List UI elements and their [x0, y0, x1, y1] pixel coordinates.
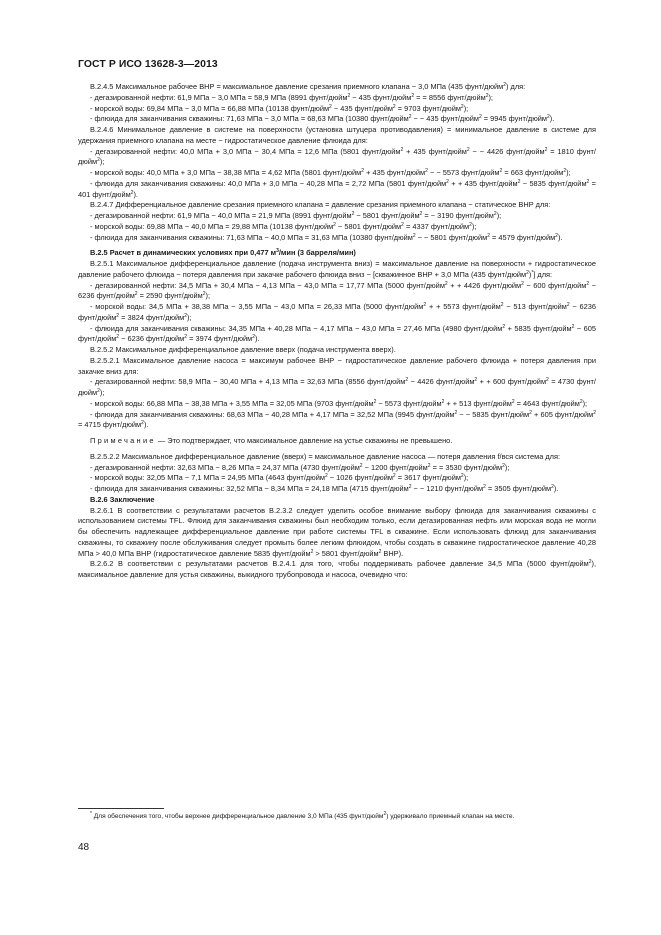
paragraph: - флюида для заканчивания скважины: 34,35 МПа + 40,28 МПа − 4,17 МПа − 43,0 МПа = 27,46 МПа (4980 фунт/дюйм$^2$ + 5835 фунт/дюйм$^2$ − 605 фунт/дюйм$^2$ − 6236 фунт/дюйм$^2$ = 3974 фунт/дюйм$^2$).: [78, 323, 597, 344]
paragraph: - дегазированной нефти: 61,9 МПа − 40,0 МПа = 21,9 МПа (8991 фунт/дюйм$^2$ − 5801 фунт/дюйм$^2$ = − 3190 фунт/дюйм$^2$);: [90, 211, 502, 220]
paragraph: В.2.5.2.2 Максимальное дифференциальное давление (вверх) = максимальное давление насоса — потеря давления f/вся система для:: [90, 451, 561, 461]
paragraph: - флюида для заканчивания скважины: 71,63 МПа − 3,0 МПа = 68,63 МПа (10380 фунт/дюйм$^2$ − − 435 фунт/дюйм$^2$ = 9945 фунт/дюйм$^2$).: [90, 114, 555, 124]
paragraph: В.2.5.1 Максимальное дифференциальное давление (подача инструмента вниз) = максимальное давление на поверхности + гидростатическое давление рабочего флюида − потеря давления при закачке рабочего флюида вниз − [скважинное ВНР + 3,0 МПа (435 фунт/дюйм$^2$)*] для:: [78, 259, 596, 279]
footnote-text: * Для обеспечения того, чтобы верхнее дифференциальное давление 3,0 МПа (435 фунт/дюйм$^2$) удерживало приемный клапан на месте.: [90, 811, 515, 820]
paragraph: В.2.6.1 В соответствии с результатами расчетов В.2.3.2 следует уделить особое внимание выбору флюида для заканчивания скважины с использованием системы TFL. Флюид для заканчивания скважины был необходим только, если дегазированная нефть или морская вода не могли бы обеспечить надлежащее дифференциальное давление при работе системы TFL в скважине. Если использовать флюид для заканчивания скважины, то скважину после обслуживания следует промыть более легким флюидом, чтобы создать в скважине гидростатическое давление 40,28 МПа > 40,0 МПа ВНР (гидростатическое давление 5835 фунт/дюйм$^2$ > 5801 фунт/дюйм$^2$ ВНР).: [78, 505, 596, 558]
section-heading: В.2.5 Расчет в динамических условиях при 0,477 $м^3$/мин (3 барреля/мин): [90, 248, 356, 258]
paragraph: - дегазированной нефти: 40,0 МПа + 3,0 МПа − 30,4 МПа = 12,6 МПа (5801 фунт/дюйм$^2$ + 435 фунт/дюйм$^2$ − − 4426 фунт/дюйм$^2$ = 1810 фунт/дюйм$^2$);: [78, 146, 596, 167]
paragraph: В.2.4.7 Дифференциальное давление срезания приемного клапана = давление срезания приемного клапана − статическое ВНР для:: [90, 200, 551, 210]
paragraph: - флюида для заканчивания скважины: 71,63 МПа − 40,0 МПа = 31,63 МПа (10380 фунт/дюйм$^2$ − − 5801 фунт/дюйм$^2$ = 4579 фунт/дюйм$^2$).: [90, 232, 563, 242]
paragraph: - дегазированной нефти: 61,9 МПа − 3,0 МПа = 58,9 МПа (8991 фунт/дюйм$^2$ − 435 фунт/дюйм$^2$ = = 8556 фунт/дюйм$^2$);: [90, 92, 493, 102]
paragraph: Примечание — Это подтверждает, что максимальное давление на устье скважины не превышено.: [90, 436, 453, 445]
paragraph: - флюида для заканчивания скважины: 40,0 МПа + 3,0 МПа − 40,28 МПа = 2,72 МПа (5801 фунт/дюйм$^2$ + + 435 фунт/дюйм$^2$ − 5835 фунт/дюйм$^2$ = 401 фунт/дюйм$^2$).: [78, 178, 596, 199]
paragraph: - флюида для заканчивания скважины: 32,52 МПа − 8,34 МПа = 24,18 МПа (4715 фунт/дюйм$^2$ − − 1210 фунт/дюйм$^2$ = 3505 фунт/дюйм$^2$).: [90, 484, 559, 493]
document-header: ГОСТ Р ИСО 13628-3—2013: [78, 59, 218, 70]
paragraph: - морской воды: 66,88 МПа − 38,38 МПа + 3,55 МПа = 32,05 МПа (9703 фунт/дюйм$^2$ − 5573 фунт/дюйм$^2$ + + 513 фунт/дюйм$^2$ = 4643 фунт/дюйм$^2$);: [90, 398, 588, 408]
paragraph: - дегазированной нефти: 32,63 МПа − 8,26 МПа = 24,37 МПа (4730 фунт/дюйм$^2$ − 1200 фунт/дюйм$^2$ = = 3530 фунт/дюйм$^2$);: [90, 462, 510, 472]
paragraph: - морской воды: 69,84 МПа − 3,0 МПа = 66,88 МПа (10138 фунт/дюйм$^2$ − 435 фунт/дюйм$^2$ = 9703 фунт/дюйм$^2$);: [90, 103, 469, 113]
page-number: 48: [78, 842, 90, 853]
footnote-separator: [78, 808, 164, 809]
section-heading: В.2.6 Заключение: [90, 494, 155, 504]
paragraph: В.2.5.2 Максимальное дифференциальное давление вверх (подача инструмента вверх).: [90, 345, 396, 354]
paragraph: В.2.6.2 В соответствии с результатами расчетов В.2.4.1 для того, чтобы поддерживать рабочее давление 34,5 МПа (5000 фунт/дюйм$^2$), максимальное давление для устья скважины, выкидного трубопровода и насоса, очевидно что:: [78, 559, 596, 579]
paragraph: - морской воды: 40,0 МПа + 3,0 МПа − 38,38 МПа = 4,62 МПа (5801 фунт/дюйм$^2$ + 435 фунт/дюйм$^2$ − − 5573 фунт/дюйм$^2$ = 663 фунт/дюйм$^2$);: [90, 168, 571, 177]
paragraph: - морской воды: 69,88 МПа − 40,0 МПа = 29,88 МПа (10138 фунт/дюйм$^2$ − 5801 фунт/дюйм$^2$ = 4337 фунт/дюйм$^2$);: [90, 221, 477, 231]
paragraph: В.2.4.6 Минимальное давление в системе на поверхности (установка штуцера противодавления) = минимальное давление в системе для удержания приемного клапана на месте − гидростатическое давление флюида для:: [78, 125, 596, 145]
paragraph: В.2.5.2.1 Максимальное давление насоса = максимум рабочее ВНР − гидростатическое давление рабочего флюида + потеря давления при закачке вниз для:: [78, 355, 596, 376]
paragraph: - дегазированной нефти: 34,5 МПа + 30,4 МПа − 4,13 МПа − 43,0 МПа = 17,77 МПа (5000 фунт/дюйм$^2$ + + 4426 фунт/дюйм$^2$ − 600 фунт/дюйм$^2$ − 6236 фунт/дюйм$^2$ = 2590 фунт/дюйм$^2$);: [78, 280, 596, 301]
paragraph: - морской воды: 34,5 МПа + 38,38 МПа − 3,55 МПа − 43,0 МПа = 26,33 МПа (5000 фунт/дюйм$^2$ + + 5573 фунт/дюйм$^2$ − 513 фунт/дюйм$^2$ − 6236 фунт/дюйм$^2$ = 3824 фунт/дюйм$^2$);: [78, 302, 596, 322]
paragraph: - морской воды: 32,05 МПа − 7,1 МПа = 24,95 МПа (4643 фунт/дюйм$^2$ − 1026 фунт/дюйм$^2$ = 3617 фунт/дюйм$^2$);: [90, 473, 469, 483]
footnote: [78, 812, 596, 822]
paragraph: В.2.4.5 Максимальное рабочее ВНР = максимальное давление срезания приемного клапана − 3,0 МПа (435 фунт/дюйм$^2$) для:: [90, 82, 526, 91]
document-body: [78, 82, 596, 581]
paragraph: - флюида для заканчивания скважины: 68,63 МПа − 40,28 МПа + 4,17 МПа = 32,52 МПа (9945 фунт/дюйм$^2$ − − 5835 фунт/дюйм$^2$ + 605 фунт/дюйм$^2$ = 4715 фунт/дюйм$^2$).: [78, 409, 596, 430]
paragraph: - дегазированной нефти: 58,9 МПа − 30,40 МПа + 4,13 МПа = 32,63 МПа (8556 фунт/дюйм$^2$ − 4426 фунт/дюйм$^2$ + + 600 фунт/дюйм$^2$ = 4730 фунт/дюйм$^2$);: [78, 377, 596, 397]
